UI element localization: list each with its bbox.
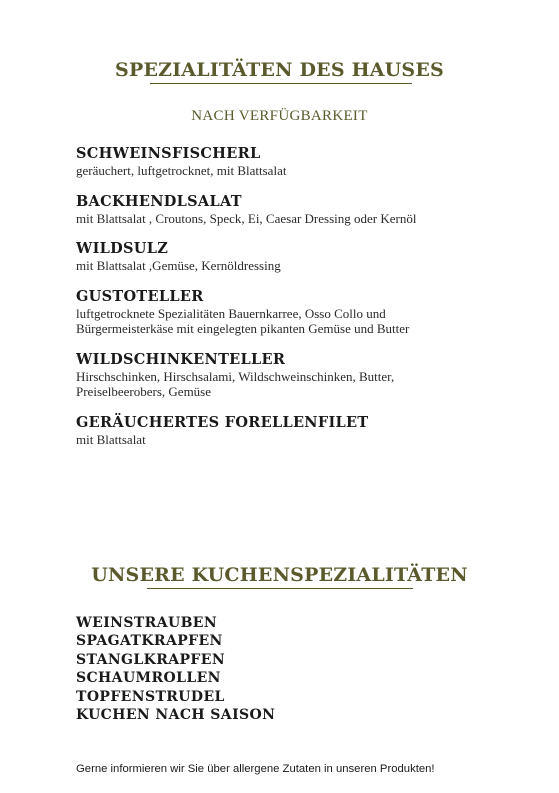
menu-item	[76, 414, 496, 448]
menu-item-description: luftgetrocknete Spezialitäten Bauernkarree, Osso Collo und	[76, 305, 386, 321]
menu-item-name: GERÄUCHERTES FORELLENFILET	[76, 413, 369, 431]
allergen-note: Gerne informieren wir Sie über allergene Zutaten in unseren Produkten!	[76, 763, 435, 775]
menu-item-description: Preiselbeerobers, Gemüse	[76, 384, 212, 399]
specials-title-underline	[150, 83, 412, 84]
menu-item	[76, 288, 496, 337]
specials-list	[76, 145, 496, 461]
specials-subtitle: NACH VERFÜGBARKEIT	[191, 108, 368, 124]
menu-item-description: mit Blattsalat , Croutons, Speck, Ei, Caesar Dressing oder Kernöl	[76, 210, 417, 226]
menu-item-description: Hirschschinken, Hirschsalami, Wildschweinschinken, Butter,	[76, 368, 395, 384]
cake-item: SCHAUMROLLEN	[76, 670, 221, 687]
menu-item-name: SCHWEINSFISCHERL	[76, 145, 261, 162]
menu-item-description: Bürgermeisterkäse mit eingelegten pikanten Gemüse und Butter	[76, 321, 410, 336]
menu-item-description: mit Blattsalat	[76, 431, 146, 447]
cake-item: KUCHEN NACH SAISON	[76, 707, 276, 724]
specials-title: SPEZIALITÄTEN DES HAUSES	[115, 59, 444, 81]
menu-item-name: WILDSULZ	[76, 240, 169, 257]
menu-item-description: geräuchert, luftgetrocknet, mit Blattsalat	[76, 163, 287, 178]
cakes-list	[76, 614, 275, 724]
menu-item-name: BACKHENDLSALAT	[76, 192, 242, 210]
menu-item	[76, 240, 496, 274]
cake-item: TOPFENSTRUDEL	[76, 688, 225, 705]
cake-item: STANGLKRAPFEN	[76, 651, 226, 668]
menu-item-name: GUSTOTELLER	[76, 287, 204, 305]
cake-item: SPAGATKRAPFEN	[76, 633, 223, 650]
menu-item	[76, 351, 496, 400]
cakes-title: UNSERE KUCHENSPEZIALITÄTEN	[91, 564, 468, 586]
menu-item	[76, 145, 496, 179]
cake-item: WEINSTRAUBEN	[76, 615, 218, 631]
menu-item-name: WILDSCHINKENTELLER	[76, 350, 286, 368]
menu-item-description: mit Blattsalat ,Gemüse, Kernöldressing	[76, 258, 281, 273]
menu-item	[76, 193, 496, 227]
cakes-title-underline	[147, 588, 413, 589]
